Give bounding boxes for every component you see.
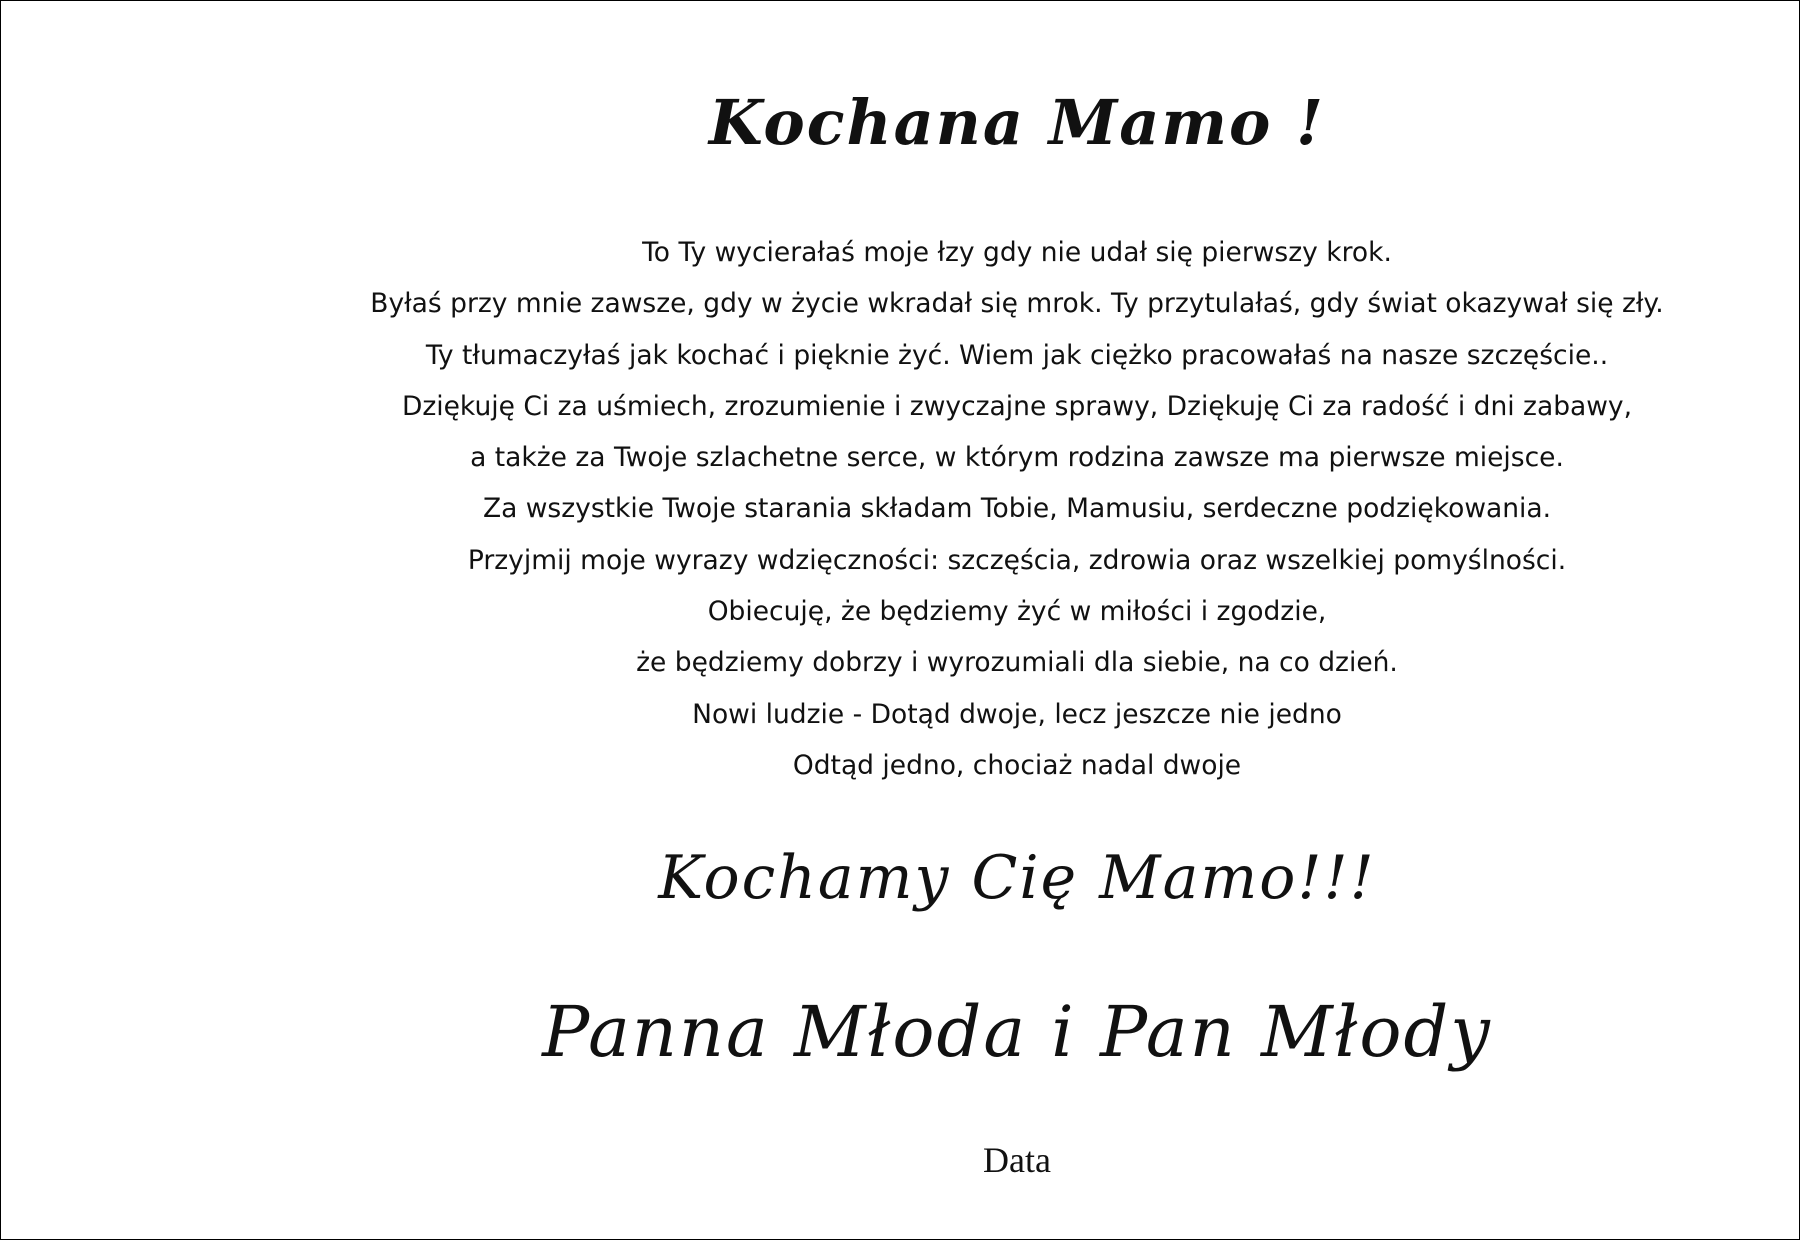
body-line-7: Przyjmij moje wyrazy wdzięczności: szczęścia, zdrowia oraz wszelkiej pomyślności. xyxy=(467,544,1567,576)
body-line-1: To Ty wycierałaś moje łzy gdy nie udał się pierwszy krok. xyxy=(642,237,1392,268)
date-label: Data xyxy=(983,1140,1051,1180)
body-line-2: Byłaś przy mnie zawsze, gdy w życie wkradał się mrok. Ty przytulałaś, gdy świat okazywał się zły. xyxy=(370,288,1664,320)
body-line-8: Obiecuję, że będziemy żyć w miłości i zgodzie, xyxy=(707,596,1327,628)
body-line-5: a także za Twoje szlachetne serce, w którym rodzina zawsze ma pierwsze miejsce. xyxy=(470,442,1564,474)
body-line-3: Ty tłumaczyłaś jak kochać i pięknie żyć. Wiem jak ciężko pracowałaś na nasze szczęście.. xyxy=(425,339,1609,371)
signature: Panna Młoda i Pan Młody xyxy=(542,991,1492,1073)
letter-body xyxy=(117,227,1800,791)
body-line-4: Dziękuję Ci za uśmiech, zrozumienie i zwyczajne sprawy, Dziękuję Ci za radość i dni zabawy, xyxy=(401,390,1633,422)
closing-line: Kochamy Cię Mamo!!! xyxy=(658,843,1376,913)
letter-title: Kochana Mamo ! xyxy=(708,86,1326,159)
body-line-9: że będziemy dobrzy i wyrozumiali dla siebie, na co dzień. xyxy=(636,647,1398,679)
body-line-6: Za wszystkie Twoje starania składam Tobie, Mamusiu, serdeczne podziękowania. xyxy=(482,493,1552,525)
body-line-11: Odtąd jedno, chociaż nadal dwoje xyxy=(792,749,1242,781)
body-line-10: Nowi ludzie - Dotąd dwoje, lecz jeszcze nie jedno xyxy=(692,698,1342,730)
